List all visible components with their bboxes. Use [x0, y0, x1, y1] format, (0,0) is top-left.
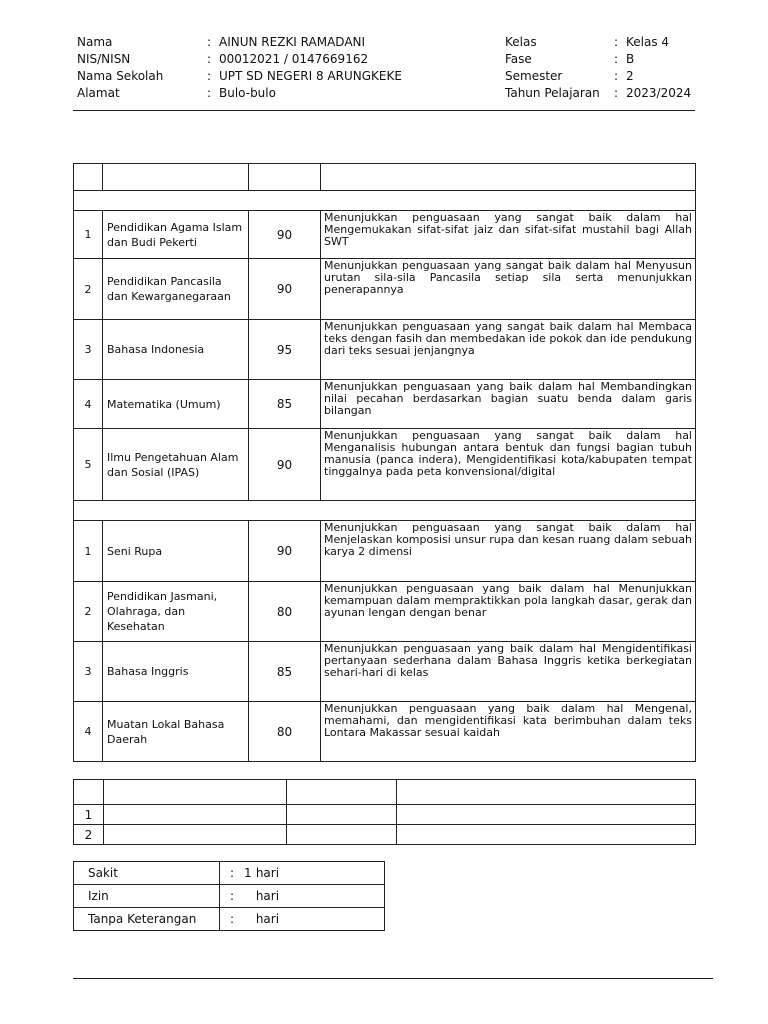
info-colon: : — [614, 35, 619, 49]
info-row-tahun — [505, 85, 691, 102]
final-score: 80 — [249, 702, 321, 762]
achievement-description: Menunjukkan penguasaan yang sangat baik dalam hal Menjelaskan komposisi unsur rupa dan kesan ruang dalam sebuah karya 2 dimensi — [321, 521, 696, 582]
row-number: 1 — [74, 211, 103, 259]
info-value: B — [626, 52, 635, 66]
attendance-table — [73, 861, 385, 931]
subject-name: Pendidikan Jasmani, Olahraga, dan Kesehatan — [103, 582, 249, 642]
table-row — [74, 805, 696, 825]
attendance-unit: hari — [255, 866, 280, 880]
info-label: Kelas — [505, 35, 537, 49]
student-info-left — [77, 34, 402, 102]
table-row — [74, 429, 696, 501]
info-value: 2023/2024 — [626, 86, 692, 100]
predicate-cell — [287, 805, 397, 825]
group-heading — [74, 501, 696, 521]
attendance-count: 1 — [244, 866, 252, 880]
info-value: AINUN REZKI RAMADANI — [219, 35, 366, 49]
final-score: 90 — [249, 429, 321, 501]
footer-divider — [73, 978, 713, 979]
info-row-nama — [77, 34, 402, 51]
remark-cell — [397, 805, 696, 825]
attendance-label: Izin — [74, 885, 220, 908]
subject-name: Pendidikan Agama Islam dan Budi Pekerti — [103, 211, 249, 259]
final-score: 80 — [249, 582, 321, 642]
table-row — [74, 521, 696, 582]
subject-name: Bahasa Indonesia — [103, 320, 249, 380]
info-value: Kelas 4 — [626, 35, 670, 49]
info-label: Nama Sekolah — [77, 69, 164, 83]
info-row-fase — [505, 51, 691, 68]
table-row — [74, 702, 696, 762]
info-value: UPT SD NEGERI 8 ARUNGKEKE — [219, 69, 402, 83]
row-number: 4 — [74, 380, 103, 429]
achievement-description: Menunjukkan penguasaan yang sangat baik dalam hal Mengemukakan sifat-sifat jaiz dan sifat-sifat mustahil bagi Allah SWT — [321, 211, 696, 259]
info-row-semester — [505, 68, 691, 85]
subject-name: Bahasa Inggris — [103, 642, 249, 702]
header-cell — [104, 780, 287, 805]
row-number: 3 — [74, 320, 103, 380]
header-cell — [287, 780, 397, 805]
attendance-unit: hari — [255, 889, 280, 903]
achievement-description: Menunjukkan penguasaan yang baik dalam hal Menunjukkan kemampuan dalam mempraktikkan pola langkah dasar, gerak dan ayunan lengan dengan benar — [321, 582, 696, 642]
attendance-colon: : — [230, 912, 235, 926]
final-score: 95 — [249, 320, 321, 380]
achievement-description: Menunjukkan penguasaan yang baik dalam hal Mengenal, memahami, dan mengidentifikasi kata berimbuhan dalam teks Lontara Makassar sesuai kaidah — [321, 702, 696, 762]
final-score: 90 — [249, 259, 321, 320]
group-b-heading-row — [74, 501, 696, 521]
row-number: 3 — [74, 642, 103, 702]
info-value: 2 — [626, 69, 634, 83]
group-a-heading-row — [74, 191, 696, 211]
info-label: Alamat — [77, 86, 120, 100]
attendance-unit: hari — [255, 912, 280, 926]
subject-name: Pendidikan Pancasila dan Kewarganegaraan — [103, 259, 249, 320]
info-colon: : — [207, 86, 212, 100]
attendance-row-tanpa-keterangan — [74, 908, 385, 931]
info-colon: : — [614, 86, 619, 100]
header-cell — [321, 164, 696, 191]
info-colon: : — [614, 52, 619, 66]
header-cell — [249, 164, 321, 191]
achievement-description: Menunjukkan penguasaan yang baik dalam hal Membandingkan nilai pecahan berdasarkan bagian suatu benda dalam garis bilangan — [321, 380, 696, 429]
final-score: 90 — [249, 521, 321, 582]
info-label: Nama — [77, 35, 113, 49]
table-row — [74, 825, 696, 845]
extracurricular-header-row — [74, 780, 696, 805]
achievement-description: Menunjukkan penguasaan yang sangat baik dalam hal Menyusun urutan sila-sila Pancasila setiap sila serta menunjukkan penerapannya — [321, 259, 696, 320]
header-cell — [74, 164, 103, 191]
info-row-alamat — [77, 85, 402, 102]
header-cell — [397, 780, 696, 805]
table-row — [74, 380, 696, 429]
table-row — [74, 320, 696, 380]
row-number: 1 — [74, 521, 103, 582]
activity-cell — [104, 825, 287, 845]
info-colon: : — [207, 69, 212, 83]
row-number: 5 — [74, 429, 103, 501]
info-colon: : — [614, 69, 619, 83]
header-cell — [103, 164, 249, 191]
attendance-value — [220, 885, 385, 908]
attendance-colon: : — [230, 866, 235, 880]
table-row — [74, 642, 696, 702]
info-value: Bulo-bulo — [219, 86, 276, 100]
attendance-label: Tanpa Keterangan — [74, 908, 220, 931]
info-label: Semester — [505, 69, 563, 83]
table-row — [74, 211, 696, 259]
grades-header-row — [74, 164, 696, 191]
remark-cell — [397, 825, 696, 845]
row-number: 2 — [74, 582, 103, 642]
header-divider — [73, 110, 695, 111]
attendance-value — [220, 862, 385, 885]
group-heading — [74, 191, 696, 211]
subject-name: Matematika (Umum) — [103, 380, 249, 429]
info-label: Fase — [505, 52, 532, 66]
achievement-description: Menunjukkan penguasaan yang sangat baik dalam hal Menganalisis hubungan antara bentuk dan fungsi bagian tubuh manusia (panca indera), Mengidentifikasi kota/kabupaten tempat tinggalnya pada peta konvensional/digital — [321, 429, 696, 501]
attendance-row-izin — [74, 885, 385, 908]
grades-table — [73, 163, 696, 762]
predicate-cell — [287, 825, 397, 845]
final-score: 85 — [249, 380, 321, 429]
subject-name: Seni Rupa — [103, 521, 249, 582]
final-score: 85 — [249, 642, 321, 702]
info-row-nis — [77, 51, 402, 68]
attendance-label: Sakit — [74, 862, 220, 885]
activity-cell — [104, 805, 287, 825]
row-number: 1 — [74, 805, 104, 825]
info-row-sekolah — [77, 68, 402, 85]
info-colon: : — [207, 52, 212, 66]
row-number: 4 — [74, 702, 103, 762]
extracurricular-table — [73, 779, 696, 845]
achievement-description: Menunjukkan penguasaan yang sangat baik dalam hal Membaca teks dengan fasih dan membedakan ide pokok dan ide pendukung dari teks sesuai jenjangnya — [321, 320, 696, 380]
subject-name: Muatan Lokal Bahasa Daerah — [103, 702, 249, 762]
info-row-kelas — [505, 34, 691, 51]
achievement-description: Menunjukkan penguasaan yang baik dalam hal Mengidentifikasi pertanyaan sederhana dalam Bahasa Inggris ketika berkegiatan sehari-hari di kelas — [321, 642, 696, 702]
attendance-value — [220, 908, 385, 931]
subject-name: Ilmu Pengetahuan Alam dan Sosial (IPAS) — [103, 429, 249, 501]
row-number: 2 — [74, 825, 104, 845]
header-cell — [74, 780, 104, 805]
row-number: 2 — [74, 259, 103, 320]
table-row — [74, 582, 696, 642]
attendance-colon: : — [230, 889, 235, 903]
info-colon: : — [207, 35, 212, 49]
student-info-right — [505, 34, 691, 102]
info-value: 00012021 / 0147669162 — [219, 52, 369, 66]
attendance-row-sakit — [74, 862, 385, 885]
table-row — [74, 259, 696, 320]
info-label: Tahun Pelajaran — [505, 86, 600, 100]
final-score: 90 — [249, 211, 321, 259]
info-label: NIS/NISN — [77, 52, 131, 66]
